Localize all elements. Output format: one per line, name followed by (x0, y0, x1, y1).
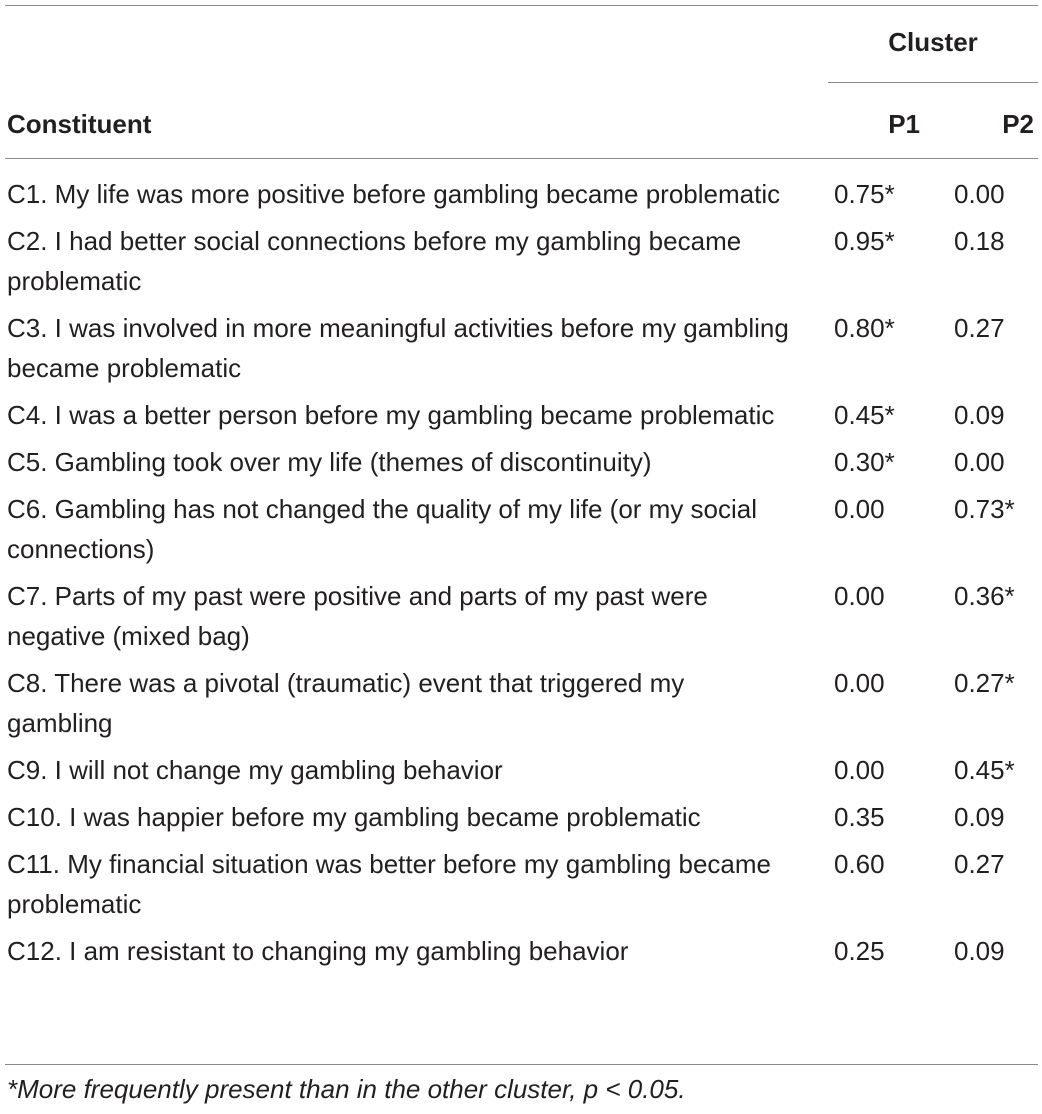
p1-value: 0.30* (834, 447, 895, 477)
table-row (0, 395, 1042, 442)
constituent-cell: C7. Parts of my past were positive and parts of my past were negative (mixed bag) (7, 581, 708, 651)
p1-value: 0.60 (834, 849, 885, 879)
constituent-cell: C5. Gambling took over my life (themes of discontinuity) (7, 447, 652, 477)
p2-cell (914, 931, 1034, 971)
constituent-cell: C3. I was involved in more meaningful activities before my gambling became problematic (7, 313, 789, 383)
constituent-cell: C11. My financial situation was better before my gambling became problematic (7, 849, 772, 919)
p1-cell (790, 797, 914, 837)
table-row (0, 174, 1042, 221)
p1-value: 0.35 (834, 802, 885, 832)
p1-cell (790, 663, 914, 743)
table-row (0, 221, 1042, 308)
p2-cell (914, 797, 1034, 837)
p1-cell (790, 489, 914, 569)
p2-cell (914, 489, 1034, 569)
constituent-cell: C12. I am resistant to changing my gambling behavior (7, 936, 629, 966)
p1-header: P1 (888, 109, 920, 139)
table-row (0, 308, 1042, 395)
constituent-cell: C9. I will not change my gambling behavior (7, 755, 503, 785)
table-row (0, 750, 1042, 797)
bottom-rule (5, 1064, 1038, 1065)
p1-value: 0.00 (834, 581, 885, 611)
constituent-cell: C8. There was a pivotal (traumatic) event that triggered my gambling (7, 668, 685, 738)
p2-header: P2 (1002, 109, 1034, 139)
p1-value: 0.00 (834, 755, 885, 785)
p1-cell (790, 308, 914, 388)
p2-cell (914, 750, 1034, 790)
p2-value: 0.27 (954, 313, 1005, 343)
p1-cell (790, 174, 914, 214)
table-row (0, 844, 1042, 931)
p1-cell (790, 221, 914, 301)
table-row (0, 663, 1042, 750)
p1-value: 0.45* (834, 400, 895, 430)
constituent-cell: C2. I had better social connections before my gambling became problematic (7, 226, 742, 296)
p2-value: 0.09 (954, 400, 1005, 430)
p2-value: 0.45* (954, 755, 1015, 785)
table-row (0, 442, 1042, 489)
constituent-cell: C10. I was happier before my gambling became problematic (7, 802, 701, 832)
top-rule (5, 5, 1038, 6)
cluster-rule (828, 82, 1038, 83)
p1-value: 0.95* (834, 226, 895, 256)
table-row (0, 576, 1042, 663)
p2-value: 0.18 (954, 226, 1005, 256)
p2-value: 0.09 (954, 936, 1005, 966)
p1-value: 0.00 (834, 494, 885, 524)
p2-cell (914, 174, 1034, 214)
p2-value: 0.00 (954, 179, 1005, 209)
table-footnote: *More frequently present than in the other cluster, p < 0.05. (7, 1074, 686, 1104)
p2-value: 0.27 (954, 849, 1005, 879)
p2-value: 0.09 (954, 802, 1005, 832)
p1-cell (790, 844, 914, 924)
p1-value: 0.25 (834, 936, 885, 966)
p2-value: 0.36* (954, 581, 1015, 611)
table-row (0, 489, 1042, 576)
constituent-header: Constituent (7, 109, 152, 139)
table-body (0, 174, 1042, 978)
p2-cell (914, 442, 1034, 482)
header-rule (5, 158, 1038, 159)
p1-value: 0.00 (834, 668, 885, 698)
p2-value: 0.27* (954, 668, 1015, 698)
p2-cell (914, 308, 1034, 388)
p2-value: 0.00 (954, 447, 1005, 477)
table-row (0, 931, 1042, 978)
cluster-header: Cluster (888, 27, 978, 57)
p2-cell (914, 663, 1034, 743)
p1-cell (790, 395, 914, 435)
p1-cell (790, 442, 914, 482)
p1-cell (790, 576, 914, 656)
p2-cell (914, 221, 1034, 301)
p1-cell (790, 931, 914, 971)
p2-cell (914, 844, 1034, 924)
table-row (0, 797, 1042, 844)
p1-value: 0.75* (834, 179, 895, 209)
constituent-cell: C4. I was a better person before my gambling became problematic (7, 400, 775, 430)
p1-value: 0.80* (834, 313, 895, 343)
p1-cell (790, 750, 914, 790)
p2-value: 0.73* (954, 494, 1015, 524)
constituent-cell: C6. Gambling has not changed the quality of my life (or my social connections) (7, 494, 758, 564)
constituent-cell: C1. My life was more positive before gambling became problematic (7, 179, 781, 209)
p2-cell (914, 395, 1034, 435)
p2-cell (914, 576, 1034, 656)
